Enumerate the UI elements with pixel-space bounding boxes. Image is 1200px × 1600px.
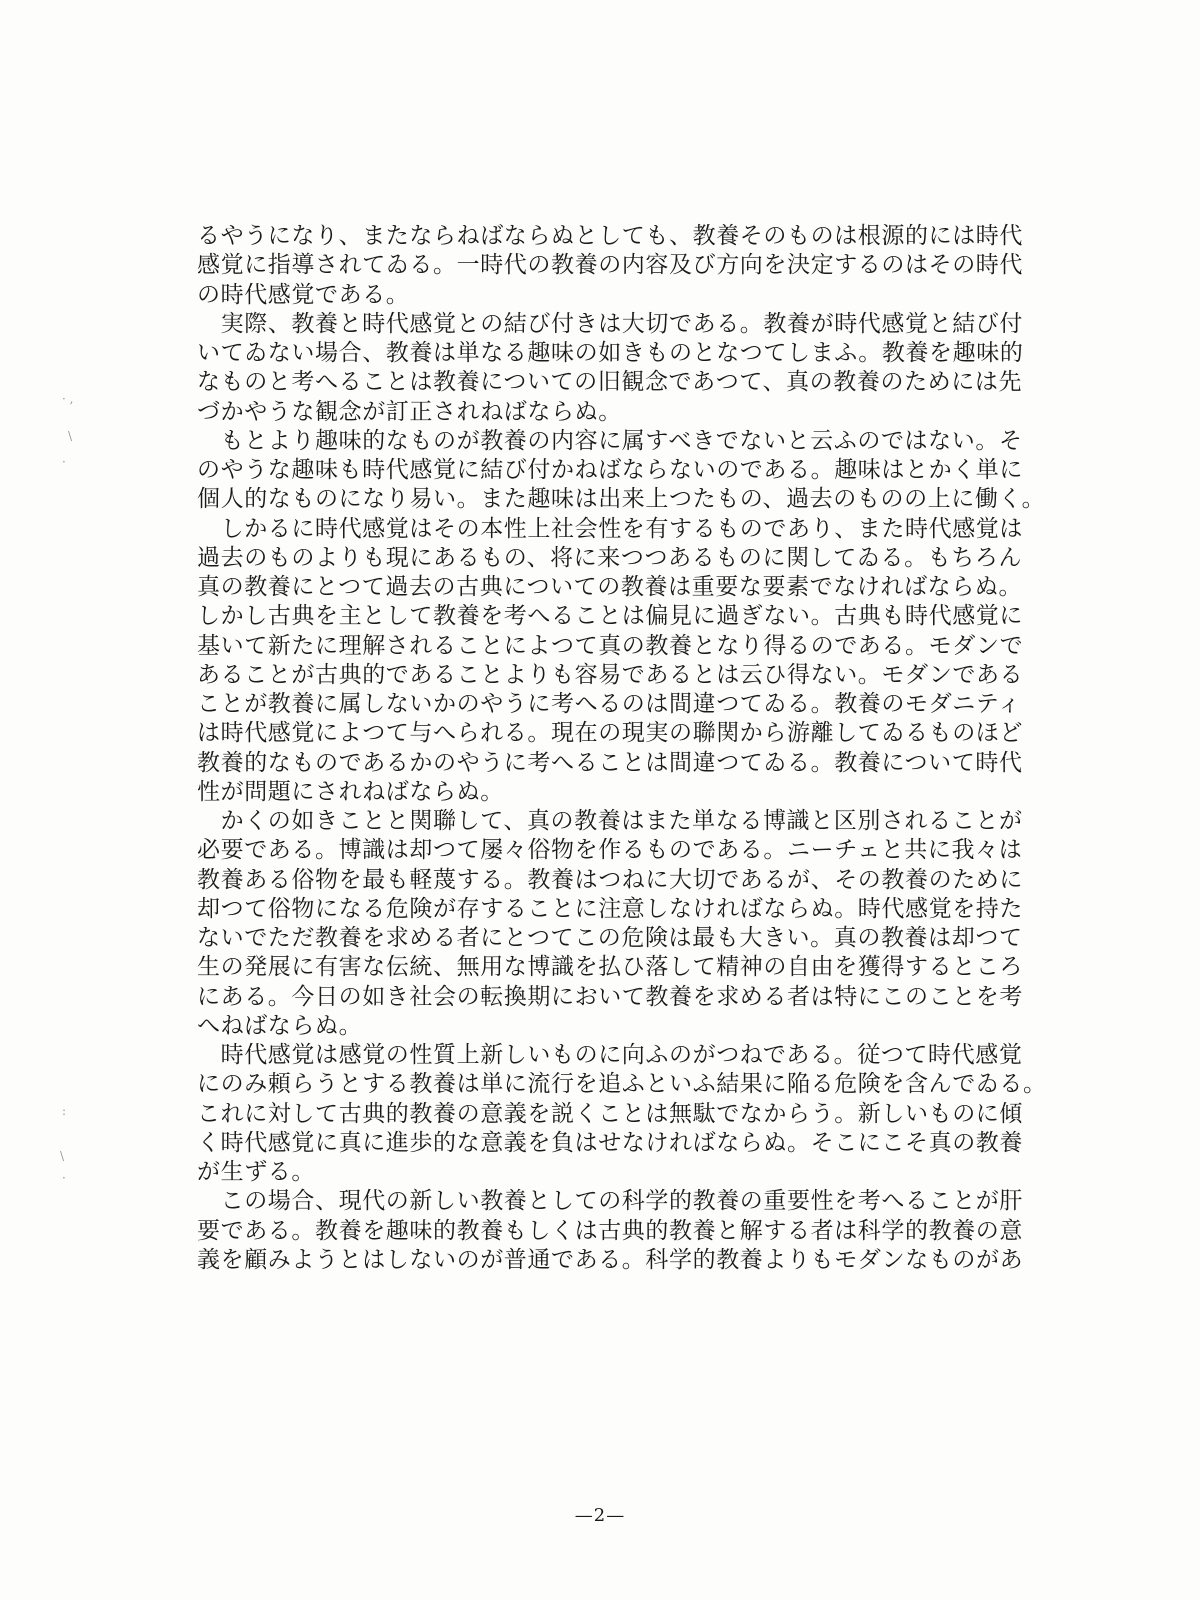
text-line: しかし古典を主として教養を考へることは偏見に過ぎない。古典も時代感覚に — [197, 603, 1023, 630]
text-line: ことが教養に属しないかのやうに考へるのは間違つてゐる。教養のモダニティ — [197, 691, 1022, 717]
margin-scan-mark: \ — [68, 429, 73, 443]
text-line: なものと考へることは教養についての旧観念であつて、真の教養のためには先 — [197, 369, 1023, 396]
text-line: の時代感覚である。 — [197, 281, 410, 308]
text-line: かくの如きことと関聯して、真の教養はまた単なる博識と区別されることが — [197, 808, 1023, 834]
text-line: 実際、教養と時代感覚との結び付きは大切である。教養が時代感覚と結び付 — [197, 310, 1023, 337]
text-line: 教養ある俗物を最も軽蔑する。教養はつねに大切であるが、その教養のために — [197, 866, 1023, 893]
text-line: ないでただ教養を求める者にとつてこの危険は最も大きい。真の教養は却つて — [197, 925, 1023, 951]
text-line: 必要である。博識は却つて屡々俗物を作るものである。ニーチェと共に我々は — [197, 837, 1023, 864]
text-line: 感覚に指導されてゐる。一時代の教養の内容及び方向を決定するのはその時代 — [197, 252, 1023, 279]
text-line: るやうになり、またならねばならぬとしても、教養そのものは根源的には時代 — [197, 223, 1023, 249]
margin-scan-mark: · , — [62, 392, 74, 406]
text-line: 性が問題にされねばならぬ。 — [197, 778, 504, 805]
text-line: この場合、現代の新しい教養としての科学的教養の重要性を考へることが肝 — [197, 1188, 1023, 1215]
text-line: 個人的なものになり易い。また趣味は出来上つたもの、過去のものの上に働く。 — [197, 486, 1046, 513]
margin-scan-mark: · — [62, 1171, 66, 1185]
text-line: 却つて俗物になる危険が存することに注意しなければならぬ。時代感覚を持た — [197, 895, 1023, 922]
text-line: 過去のものよりも現にあるもの、将に来つつあるものに関してゐる。もちろん — [197, 544, 1023, 571]
text-line: しかるに時代感覚はその本性上社会性を有するものであり、また時代感覚は — [197, 515, 1023, 542]
text-line: これに対して古典的教養の意義を説くことは無駄でなからう。新しいものに傾 — [197, 1100, 1023, 1127]
body-text — [197, 222, 1047, 1275]
text-line: のやうな趣味も時代感覚に結び付かねばならないのである。趣味はとかく単に — [197, 457, 1023, 483]
text-line: 真の教養にとつて過去の古典についての教養は重要な要素でなければならぬ。 — [197, 574, 1023, 600]
text-line: 教養的なものであるかのやうに考へることは間違つてゐる。教養について時代 — [197, 749, 1023, 776]
text-line: は時代感覚によつて与へられる。現在の現実の聯関から游離してゐるものほど — [197, 720, 1023, 747]
text-line: 要である。教養を趣味的教養もしくは古典的教養と解する者は科学的教養の意 — [197, 1217, 1023, 1244]
page-number: —2— — [574, 1505, 626, 1526]
text-line: 時代感覚は感覚の性質上新しいものに向ふのがつねである。従つて時代感覚 — [197, 1042, 1023, 1068]
text-line: へねばならぬ。 — [197, 1012, 363, 1039]
margin-scan-mark: : — [62, 1104, 67, 1118]
text-line: 基いて新たに理解されることによつて真の教養となり得るのである。モダンで — [197, 632, 1024, 659]
text-line: 生の発展に有害な伝統、無用な博識を払ひ落して精神の自由を獲得するところ — [197, 954, 1023, 981]
text-line: にある。今日の如き社会の転換期において教養を求める者は特にこのことを考 — [197, 983, 1023, 1010]
text-line: づかやうな観念が訂正されねばならぬ。 — [197, 398, 622, 425]
text-line: いてゐない場合、教養は単なる趣味の如きものとなつてしまふ。教養を趣味的 — [197, 340, 1024, 366]
margin-scan-mark: \ — [60, 1149, 65, 1163]
margin-scan-mark: · — [62, 455, 66, 469]
text-line: あることが古典的であることよりも容易であるとは云ひ得ない。モダンである — [197, 661, 1024, 688]
text-line: にのみ頼らうとする教養は単に流行を追ふといふ結果に陥る危険を含んでゐる。 — [197, 1071, 1047, 1098]
text-line: もとより趣味的なものが教養の内容に属すべきでないと云ふのではない。そ — [197, 427, 1023, 454]
text-line: 義を顧みようとはしないのが普通である。科学的教養よりもモダンなものがあ — [197, 1246, 1024, 1273]
text-line: が生ずる。 — [197, 1159, 315, 1185]
text-line: く時代感覚に真に進歩的な意義を負はせなければならぬ。そこにこそ真の教養 — [197, 1129, 1023, 1156]
